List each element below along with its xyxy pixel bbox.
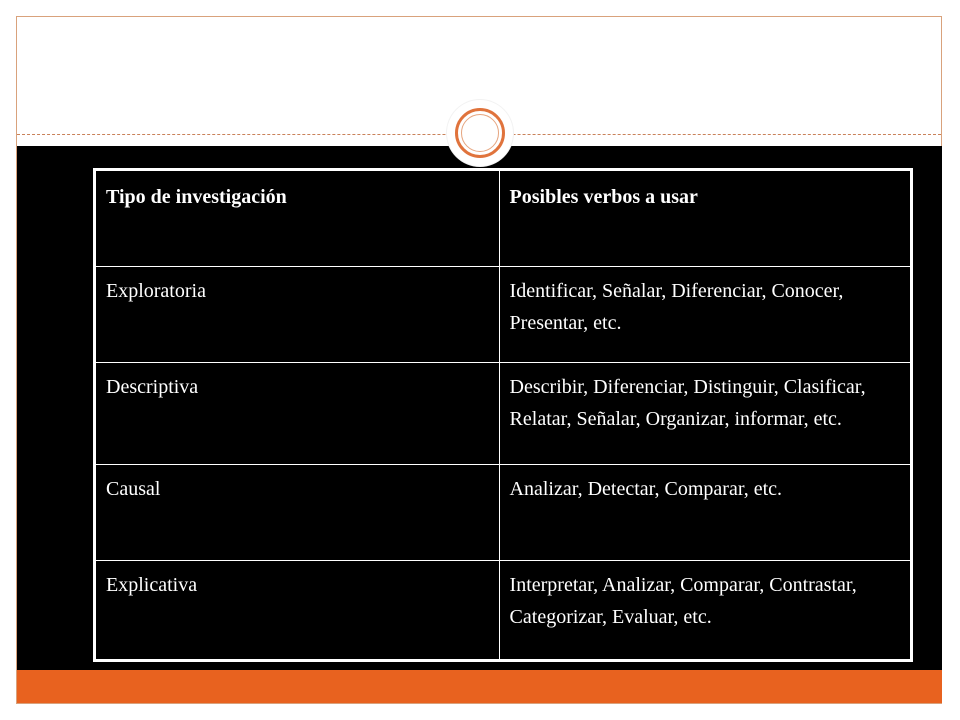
tipo-cell: Explicativa bbox=[95, 561, 500, 661]
table-row bbox=[95, 561, 912, 661]
table-row bbox=[95, 465, 912, 561]
circle-ring-icon-inner bbox=[461, 114, 499, 152]
tipo-cell: Descriptiva bbox=[95, 363, 500, 465]
verbos-cell: Analizar, Detectar, Comparar, etc. bbox=[499, 465, 911, 561]
header-verbos: Posibles verbos a usar bbox=[499, 170, 911, 267]
verbos-cell: Interpretar, Analizar, Comparar, Contrastar, Categorizar, Evaluar, etc. bbox=[499, 561, 911, 661]
footer-band bbox=[17, 670, 942, 703]
verbos-cell: Identificar, Señalar, Diferenciar, Conocer, Presentar, etc. bbox=[499, 267, 911, 363]
table-row bbox=[95, 267, 912, 363]
table-row bbox=[95, 363, 912, 465]
verbos-cell: Describir, Diferenciar, Distinguir, Clasificar, Relatar, Señalar, Organizar, informar, etc. bbox=[499, 363, 911, 465]
tipo-cell: Exploratoria bbox=[95, 267, 500, 363]
header-tipo: Tipo de investigación bbox=[95, 170, 500, 267]
table-header-row bbox=[95, 170, 912, 267]
tipo-cell: Causal bbox=[95, 465, 500, 561]
verbs-table bbox=[93, 168, 913, 662]
